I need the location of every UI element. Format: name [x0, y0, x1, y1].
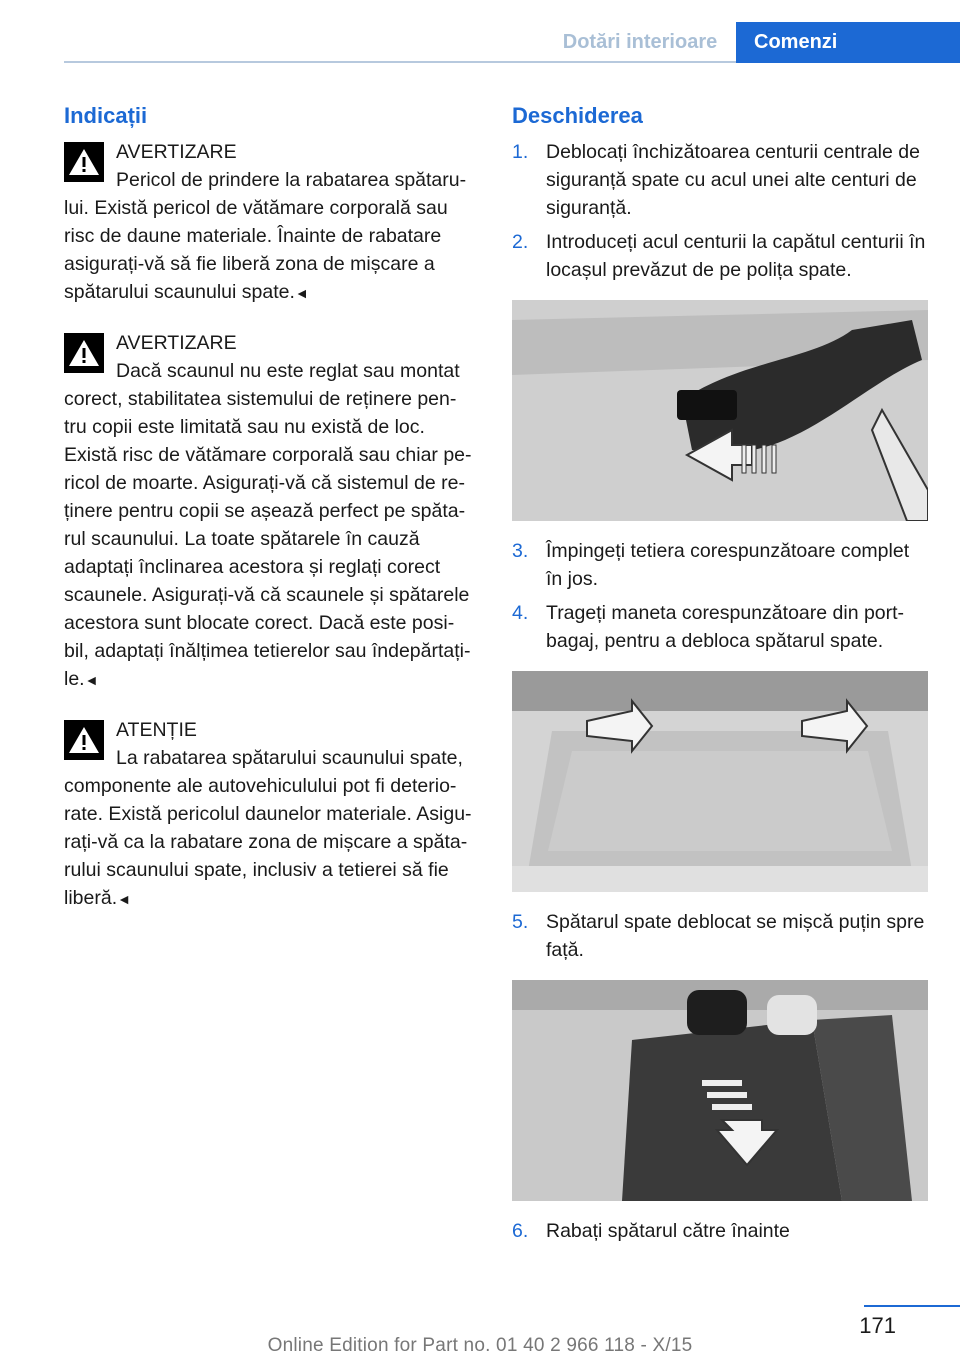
footer-rule-mask: [0, 1305, 864, 1307]
step-number: 5.: [512, 911, 529, 933]
step-number: 2.: [512, 231, 529, 253]
caution-body: [64, 772, 478, 913]
step-text: Deblocați închizătoarea centurii centrale de siguranță spate cu acul unei alte centuri de siguranță.: [546, 141, 920, 219]
indicatii-title: Indicații: [64, 103, 148, 128]
end-mark-icon: ◄: [84, 672, 99, 688]
warning-triangle-icon: [64, 142, 104, 182]
warning-first-line: Pericol de prindere la rabatarea spătaru‐: [116, 169, 467, 191]
warning-body: [64, 194, 478, 307]
caution-heading: ATENȚIE: [116, 719, 197, 741]
step-number: 4.: [512, 602, 529, 624]
left-column: [64, 100, 478, 935]
step-item: [512, 908, 928, 964]
step-text: Introduceți acul centurii la capătul centurii în locașul prevăzut de pe polița spate.: [546, 231, 926, 281]
step-item: [512, 138, 928, 222]
header-active-tab[interactable]: Comenzi: [736, 22, 960, 63]
end-mark-icon: ◄: [294, 285, 309, 301]
caution-first-line: La rabatarea spătarului scaunului spate,: [116, 747, 463, 769]
seatback-illustration: [512, 980, 928, 1201]
step-item: [512, 599, 928, 655]
steps-list-a: [512, 138, 928, 284]
warning-heading: AVERTIZARE: [116, 141, 237, 163]
step-number: 1.: [512, 141, 529, 163]
caution-body-text: componente ale autovehiculului pot fi deterio‐rate. Există pericolul daunelor materiale. Asigu‐rați-vă ca la rabatare zona de mișcare a spăta‐rului scaunului spate, inclusiv a tetierei să fie liberă.: [64, 775, 472, 909]
warning-block-1: [64, 138, 478, 307]
step-item: [512, 1217, 928, 1245]
warning-body-text: corect, stabilitatea sistemului de reținere pen‐tru copii este limitată sau nu există de loc. Există risc de vătămare corporală sau chiar pe‐ricol de moarte. Asigurați-vă că sistemul de re‐ținere pentru copii se așează perfect pe spăta‐rul scaunului. La toate spătarele în cauză adaptați înclinarea acestora și reglați corect scaunele. Asigurați-vă că scaunele și spătarele acestora sunt blocate corect. Dacă este posi‐bil, adaptați înălțimea tetierelor sau îndepărtați-le.: [64, 388, 472, 690]
step-text: Rabați spătarul către înainte: [546, 1220, 790, 1242]
warning-block-3: [64, 716, 478, 913]
step-item: [512, 537, 928, 593]
step-text: Trageți maneta corespunzătoare din port‐bagaj, pentru a debloca spătarul spate.: [546, 602, 905, 652]
warning-first-line: Dacă scaunul nu este reglat sau montat: [116, 360, 460, 382]
step-text: Spătarul spate deblocat se mișcă puțin spre față.: [546, 911, 925, 961]
right-column: [512, 100, 928, 1251]
deschiderea-title: Deschiderea: [512, 103, 643, 128]
warning-triangle-icon: [64, 333, 104, 373]
step-text: Împingeți tetiera corespunzătoare complet în jos.: [546, 540, 910, 590]
warning-body: [64, 385, 478, 694]
steps-list-c: [512, 908, 928, 964]
end-mark-icon: ◄: [117, 891, 131, 907]
steps-list-b: [512, 537, 928, 655]
step-item: [512, 228, 928, 284]
warning-block-2: [64, 329, 478, 694]
trunk-levers-illustration: [512, 671, 928, 892]
footer-edition: Online Edition for Part no. 01 40 2 966 118 - X/15: [267, 1335, 693, 1356]
warning-body-text: lui. Există pericol de vătămare corporală sau risc de daune materiale. Înainte de rabatare asigurați-vă să fie liberă zona de mișcare a spătarului scaunului spate.: [64, 197, 448, 303]
header-section-tab[interactable]: Dotări interioare: [562, 31, 718, 53]
page-number: 171: [859, 1313, 896, 1338]
belt-buckle-illustration: [512, 300, 928, 521]
warning-triangle-icon: [64, 720, 104, 760]
step-number: 3.: [512, 540, 529, 562]
warning-heading: AVERTIZARE: [116, 332, 237, 354]
step-number: 6.: [512, 1220, 529, 1242]
steps-list-d: [512, 1217, 928, 1245]
